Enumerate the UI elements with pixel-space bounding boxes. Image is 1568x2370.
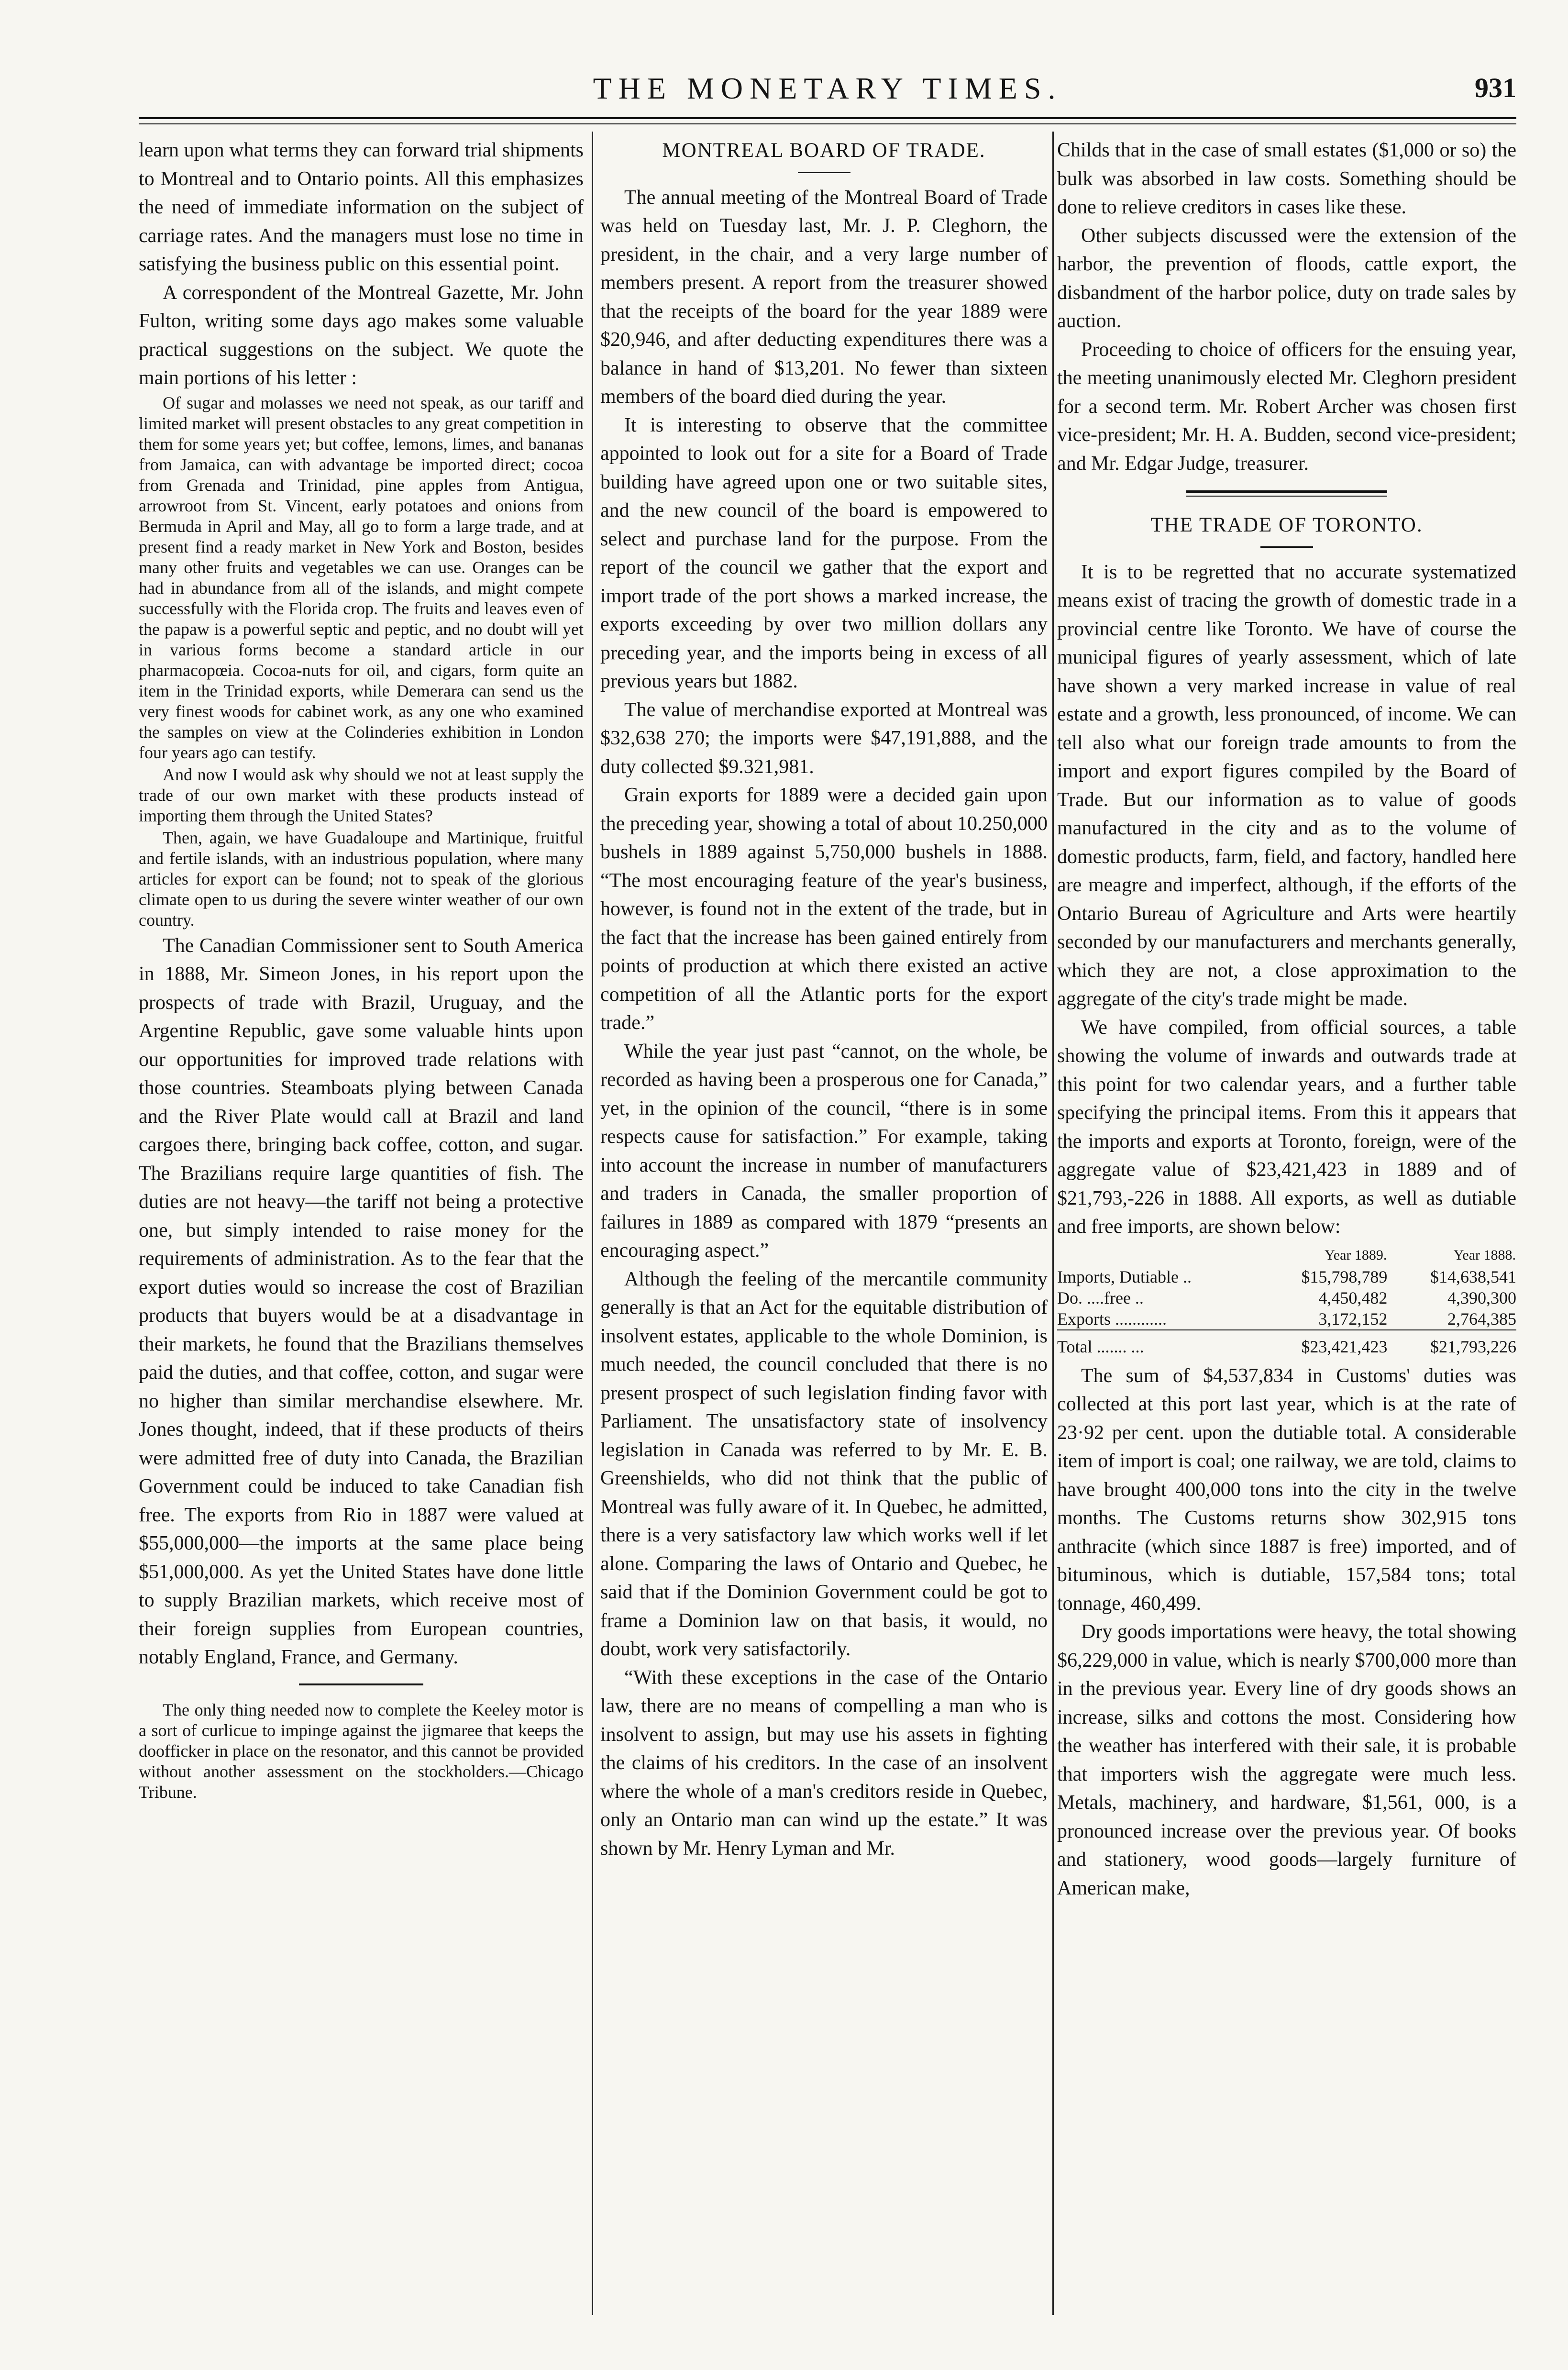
quoted-letter: Of sugar and molasses we need not speak, as our tariff and limited market will present obstacles to any great competition in them for some years yet; but coffee, lemons, limes, and bananas from Jamaica, can with advantage be imported direct; cocoa from Grenada and Trinidad, pine apples from Antigua, arrowroot from St. Vincent, early potatoes and onions from Bermuda in April and May, all go to form a large trade, and at present find a ready market in New York and Boston, besides many other fruits and vegetables we can use. Oranges can be had in abundance from all of the islands, and might compete successfully with the Florida crop. The fruits and leaves even of the papaw is a powerful septic and peptic, and no doubt will yet in various forms become a standard article in our pharmacopœia. Cocoa-nuts for oil, and cigars, form quite an item in the Trinidad exports, while Demerara can send us the very finest woods for cabinet work, as any one who examined the samples on view at the Colinderies exhibition in London four years ago can testify. [139,393,584,762]
section-separator [1186,490,1387,497]
table-cell: 4,450,482 [1318,1288,1388,1307]
paragraph: Grain exports for 1889 were a decided gain upon the preceding year, showing a total of about 10.250,000 bushels in 1889 against 5,750,000 bushels in 1888. “The most encouraging feature of the year's business, however, is found not in the extent of the trade, but in the fact that the increase has been gained entirely from points of production at which there existed an active competition of all the Atlantic ports for the export trade.” [600,784,1048,1034]
paragraph: “With these exceptions in the case of the Ontario law, there are no means of compelling a man who is insolvent to assign, but may use his assets in fighting the claims of his creditors. In the case of an insolvent where the whole of a man's creditors reside in Quebec, only an Ontario man can wind up the estate.” It was shown by Mr. Henry Lyman and Mr. [600,1666,1048,1860]
table-cell: 2,764,385 [1447,1309,1516,1329]
column-3 [1057,136,1516,1903]
paragraph: While the year just past “cannot, on the whole, be recorded as having been a prosperous one for Canada,” yet, in the opinion of the council, “there is in some respects cause for satisfaction.” For example, taking into account the increase in number of manufacturers and traders in Canada, the smaller proportion of failures in 1889 as compared with 1879 “presents an encouraging aspect.” [600,1040,1048,1262]
paragraph: learn upon what terms they can forward trial shipments to Montreal and to Ontario points. All this emphasizes the need of immediate information on the subject of carriage rates. And the managers must lose no time in satisfying the business public on this essential point. [139,139,584,275]
quoted-letter: Then, again, we have Guadaloupe and Martinique, fruitful and fertile islands, with an industrious population, where many articles for export can be found; not to speak of the glorious climate open to us during the severe winter weather of our own country. [139,828,584,930]
paragraph: The Canadian Commissioner sent to South America in 1888, Mr. Simeon Jones, in his report upon the prospects of trade with Brazil, Uruguay, and the Argentine Republic, gave some valuable hints upon our opportunities for improved trade relations with those countries. Steamboats plying between Canada and the River Plate would call at Brazil and land cargoes there, bringing back coffee, cotton, and sugar. The Brazilians require large quantities of fish. The duties are not heavy—the tariff not being a protective one, but simply intended to raise money for the requirements of administration. As to the fear that the export duties would so increase the cost of Brazilian products that buyers would be at a disadvantage in their markets, he found that the Brazilians themselves paid the duties, and that coffee, cotton, and sugar were no higher than similar merchandise elsewhere. Mr. Jones thought, indeed, that if these products of theirs were admitted free of duty into Canada, the Brazilian Government could be induced to take Canadian fish free. The exports from Rio in 1887 were valued at $55,000,000—the imports at the same place being $51,000,000. As yet the United States have done little to supply Brazilian markets, which receive most of their foreign supplies from European countries, notably England, France, and Germany. [139,934,584,1668]
column-divider [592,132,593,2315]
table-row [1057,1308,1516,1330]
table-cell: Exports ............ [1057,1309,1167,1329]
quoted-letter: And now I would ask why should we not at least supply the trade of our own market with these products instead of importing them through the United States? [139,764,584,825]
page-number: 931 [1475,72,1516,103]
table-cell: Total ....... ... [1057,1330,1259,1357]
table-cell: 3,172,152 [1318,1309,1388,1329]
paragraph: Proceeding to choice of officers for the ensuing year, the meeting unanimously elected Mr. Cleghorn president for a second term. Mr. Robert Archer was chosen first vice-president; Mr. H. A. Budden, second vice-president; and Mr. Edgar Judge, treasurer. [1057,338,1516,475]
paragraph: Dry goods importations were heavy, the total showing $6,229,000 in value, which is nearly $700,000 more than in the previous year. Every line of dry goods shows an increase, silks and cottons the most. Considering how the weather has interfered with their sale, it is probable that importers wish the aggregate were much less. Metals, machinery, and hardware, $1,561, 000, is a pronounced increase over the previous year. Of books and stationery, wood goods—largely furniture of American make, [1057,1621,1516,1899]
paragraph: The annual meeting of the Montreal Board of Trade was held on Tuesday last, Mr. J. P. Cleghorn, the president, in the chair, and a very large number of members present. A report from the treasurer showed that the receipts of the board for the year 1889 were $20,946, and after deducting expenditures there was a balance in hand of $13,201. No fewer than sixteen members of the board died during the year. [600,186,1048,408]
table-cell: $14,638,541 [1430,1267,1516,1286]
table-row [1057,1287,1516,1308]
paragraph: It is to be regretted that no accurate systematized means exist of tracing the growth of domestic trade in a provincial centre like Toronto. We have of course the municipal figures of yearly assessment, which of late have shown a very marked increase in value of real estate and a growth, less pronounced, of income. We can tell also what our foreign trade amounts to from the import and export figures compiled by the Board of Trade. But our information as to value of goods manufactured in the city and as to the volume of domestic products, farm, field, and factory, handled here are meagre and imperfect, although, if the efforts of the Ontario Bureau of Agriculture and Arts were heartily seconded by our manufacturers and merchants generally, which they are not, a close approximation to the aggregate of the city's trade might be made. [1057,561,1516,1010]
column-divider [1052,132,1054,2315]
header-rule-thin [139,123,1516,124]
table-cell: $21,793,226 [1387,1330,1516,1357]
column-1 [139,136,584,1804]
paragraph: It is interesting to observe that the committee appointed to look out for a site for a Board of Trade building have agreed upon one or two suitable sites, and the new council of the board is empowered to select and purchase land for the purpose. From the report of the council we gather that the export and import trade of the port shows a marked increase, the exports exceeding by over two million dollars any preceding year, and the imports being in excess of all previous years but 1882. [600,414,1048,692]
table-cell: 4,390,300 [1447,1288,1516,1307]
page-header [139,62,1516,108]
paragraph: Although the feeling of the mercantile community generally is that an Act for the equitable distribution of insolvent estates, applicable to the whole Dominion, is much needed, the council concluded that there is no present prospect of such legislation finding favor with Parliament. The unsatisfactory state of insolvency legislation in Canada was referred to by Mr. E. B. Greenshields, who did not think that the public of Montreal was fully aware of it. In Quebec, he admitted, there is a very satisfactory law which works well if let alone. Comparing the laws of Ontario and Quebec, he said that if the Dominion Government could be got to frame a Dominion law on that basis, it would, no doubt, work very satisfactorily. [600,1268,1048,1660]
article-heading: THE TRADE OF TORONTO. [1150,514,1423,536]
heading-dash [798,172,850,173]
masthead: THE MONETARY TIMES. [593,71,1062,105]
paragraph: Childs that in the case of small estates ($1,000 or so) the bulk was absorbed in law costs. Something should be done to relieve creditors in cases like these. [1057,139,1516,218]
table-total-row [1057,1330,1516,1357]
paragraph: A correspondent of the Montreal Gazette, Mr. John Fulton, writing some days ago makes some valuable practical suggestions on the subject. We quote the main portions of his letter : [139,281,584,389]
paragraph: We have compiled, from official sources, a table showing the volume of inwards and outwards trade at this point for two calendar years, and a further table specifying the principal items. From this it appears that the imports and exports at Toronto, foreign, were of the aggregate value of $23,421,423 in 1889 and of $21,793,-226 in 1888. All exports, as well as dutiable and free imports, are shown below: [1057,1016,1516,1238]
table-row [1057,1266,1516,1287]
heading-dash [1260,546,1313,548]
trade-table [1057,1244,1516,1357]
column-2 [600,136,1048,1863]
paragraph: The value of merchandise exported at Montreal was $32,638 270; the imports were $47,191,888, and the duty collected $9.321,981. [600,698,1048,778]
article-heading: MONTREAL BOARD OF TRADE. [662,139,986,162]
header-rule [139,117,1516,119]
table-header: Year 1888. [1453,1247,1516,1263]
paragraph: The sum of $4,537,834 in Customs' duties was collected at this port last year, which is at the rate of 23·92 per cent. upon the dutiable total. A considerable item of import is coal; one railway, we are told, claims to have brought 400,000 tons into the city in the twelve months. The Customs returns show 302,915 tons anthracite (which since 1887 is free) imported, and of bituminous, which is dutiable, 157,584 tons; total tonnage, 460,499. [1057,1364,1516,1615]
section-separator [299,1683,423,1685]
table-header: Year 1889. [1325,1247,1387,1263]
table-cell: Imports, Dutiable .. [1057,1267,1192,1286]
table-header [1057,1244,1259,1266]
footnote: The only thing needed now to complete the Keeley motor is a sort of curlicue to impinge against the jigmaree that keeps the doofficker in place on the resonator, and this cannot be provided without another assessment on the stockholders.—Chicago Tribune. [139,1700,584,1802]
table-cell: $23,421,423 [1259,1330,1388,1357]
table-cell: $15,798,789 [1301,1267,1388,1286]
table-cell: Do. ....free .. [1057,1288,1144,1307]
paragraph: Other subjects discussed were the extension of the harbor, the prevention of floods, cattle export, the disbandment of the harbor police, duty on trade sales by auction. [1057,224,1516,332]
